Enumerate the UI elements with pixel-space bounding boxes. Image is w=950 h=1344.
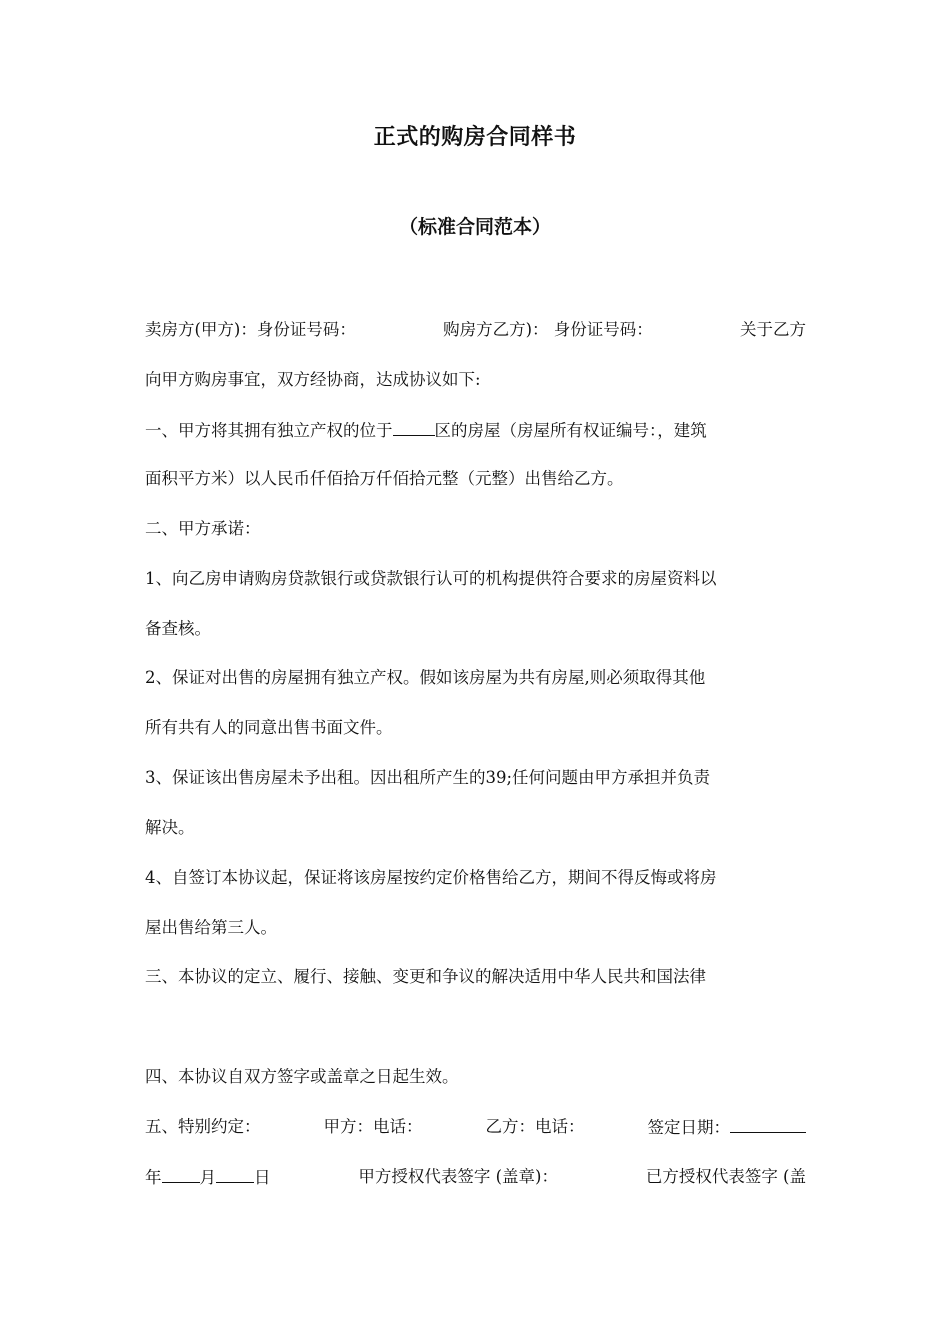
clause4: 四、本协议自双方签字或盖章之日起生效。 — [145, 1067, 459, 1086]
sign-date-blank — [730, 1115, 806, 1133]
party-b-phone-label: 乙方：电话： — [485, 1117, 585, 1136]
year-blank — [162, 1165, 200, 1183]
document-subtitle: （标准合同范本） — [398, 216, 551, 238]
seller-label: 卖房方(甲方)：身份证号码： — [145, 320, 356, 339]
intro-line-1 — [145, 318, 806, 342]
clause1-line-1 — [145, 418, 806, 443]
item4-line-1: 4、自签订本协议起，保证将该房屋按约定价格售给乙方，期间不得反悔或将房 — [145, 868, 717, 887]
item4-line-2: 屋出售给第三人。 — [145, 918, 277, 937]
buyer-label: 购房方乙方)： 身份证号码： — [443, 320, 653, 339]
month-blank — [216, 1165, 254, 1183]
item3-line-2: 解决。 — [145, 818, 195, 837]
party-a-phone-label: 甲方：电话： — [323, 1117, 423, 1136]
party-a-sign-label: 甲方授权代表签字 (盖章)： — [358, 1167, 558, 1186]
party-b-sign-label: 已方授权代表签字 (盖 — [645, 1167, 806, 1186]
sign-date-field: 签定日期： — [648, 1115, 807, 1140]
date-blanks: 年 月 日 — [145, 1165, 271, 1190]
item2-line-1: 2、保证对出售的房屋拥有独立产权。假如该房屋为共有房屋,则必须取得其他 — [145, 668, 706, 687]
item1-line-2: 备查核。 — [145, 619, 211, 638]
clause3: 三、本协议的定立、履行、接触、变更和争议的解决适用中华人民共和国法律 — [145, 967, 706, 986]
item3-line-1: 3、保证该出售房屋未予出租。因出租所产生的39;任何问题由甲方承担并负责 — [145, 768, 711, 787]
clause1-line-2: 面积平方米）以人民币仟佰拾万仟佰拾元整（元整）出售给乙方。 — [145, 469, 624, 488]
item1-line-1: 1、向乙房申请购房贷款银行或贷款银行认可的机构提供符合要求的房屋资料以 — [145, 569, 717, 588]
intro-line-2: 向甲方购房事宜，双方经协商，达成协议如下: — [145, 370, 481, 389]
district-blank — [393, 418, 435, 436]
clause5-line-2 — [145, 1165, 806, 1190]
clause2-heading: 二、甲方承诺： — [145, 519, 261, 538]
clause1-text: 一、甲方将其拥有独立产权的位于 区的房屋（房屋所有权证编号：，建筑 — [145, 418, 707, 443]
intro-start: 关于乙方 — [740, 320, 806, 339]
clause5-line-1 — [145, 1115, 806, 1140]
special-agreement-label: 五、特别约定： — [145, 1117, 261, 1136]
document-title: 正式的购房合同样书 — [373, 125, 577, 150]
item2-line-2: 所有共有人的同意出售书面文件。 — [145, 718, 393, 737]
